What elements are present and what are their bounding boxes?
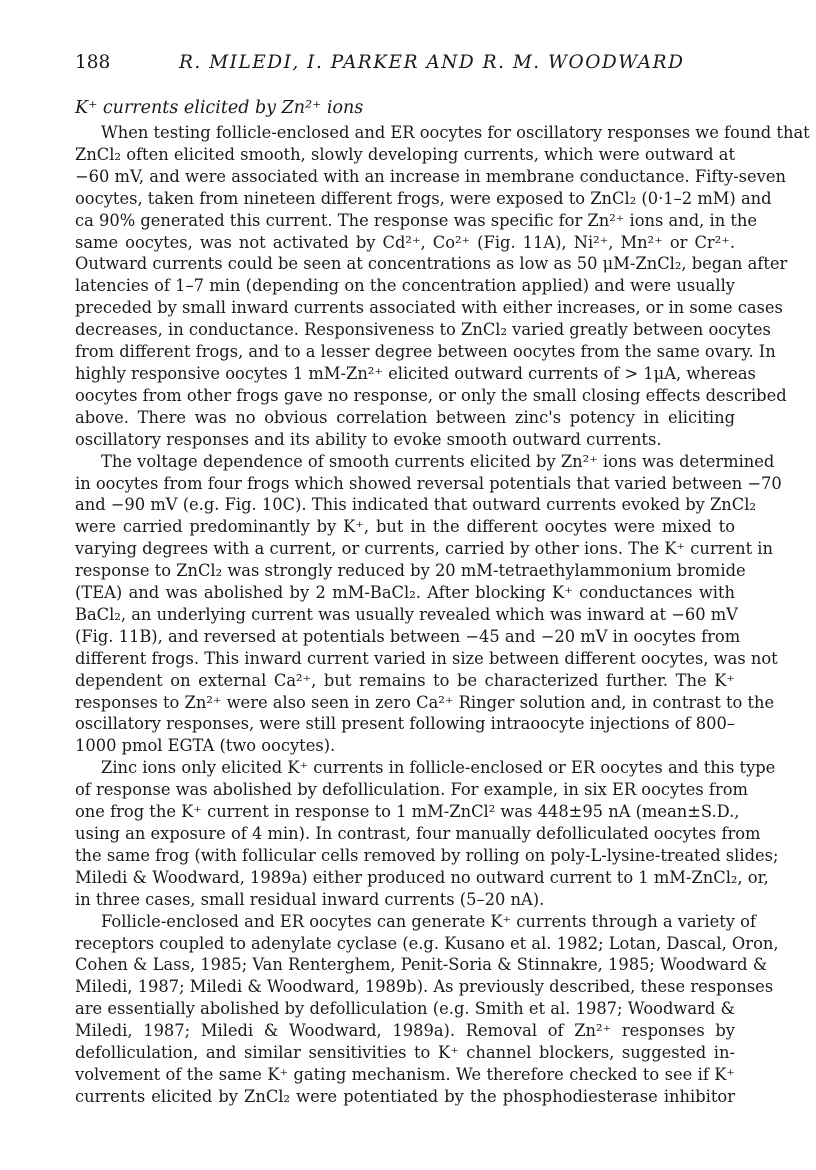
text-line: −60 mV, and were associated with an increase in membrane conductance. Fifty-seven — [75, 166, 786, 186]
text-line: When testing follicle-enclosed and ER oocytes for oscillatory responses we found that — [101, 123, 810, 142]
text-line: oocytes from other frogs gave no response, or only the small closing effects described — [75, 385, 787, 405]
text-line: one frog the K⁺ current in response to 1 mM-ZnCl² was 448±95 nA (mean±S.D., — [75, 802, 740, 822]
text-line: BaCl₂, an underlying current was usually revealed which was inward at −60 mV — [75, 604, 738, 624]
text-line: Follicle-enclosed and ER oocytes can generate K⁺ currents through a variety of — [101, 911, 757, 931]
section-title: K⁺ currents elicited by Zn²⁺ ions — [75, 98, 364, 118]
text-line: different frogs. This inward current varied in size between different oocytes, was not — [75, 648, 778, 668]
text-line: responses to Zn²⁺ were also seen in zero Ca²⁺ Ringer solution and, in contrast to the — [75, 692, 775, 712]
text-line: receptors coupled to adenylate cyclase (e.g. Kusano et al. 1982; Lotan, Dascal, Oron, — [75, 933, 779, 953]
text-line: 1000 pmol EGTA (two oocytes). — [75, 736, 336, 756]
text-line: preceded by small inward currents associated with either increases, or in some cases — [75, 298, 783, 318]
text-line: ca 90% generated this current. The response was specific for Zn²⁺ ions and, in the — [75, 210, 758, 230]
text-line: Miledi & Woodward, 1989a) either produced no outward current to 1 mM-ZnCl₂, or, — [75, 867, 769, 887]
text-line: oscillatory responses and its ability to evoke smooth outward currents. — [75, 429, 662, 449]
text-line: (TEA) and was abolished by 2 mM-BaCl₂. After blocking K⁺ conductances with — [75, 583, 735, 603]
text-line: The voltage dependence of smooth currents elicited by Zn²⁺ ions was determined — [101, 451, 775, 471]
text-line: volvement of the same K⁺ gating mechanism. We therefore checked to see if K⁺ — [75, 1064, 735, 1084]
page-header — [75, 52, 735, 82]
text-line: oscillatory responses, were still present following intraoocyte injections of 800– — [75, 714, 735, 734]
text-line: dependent on external Ca²⁺, but remains to be characterized further. The K⁺ — [75, 670, 735, 690]
text-line: highly responsive oocytes 1 mM-Zn²⁺ elicited outward currents of > 1μA, whereas — [75, 363, 756, 383]
running-head: R. MILEDI, I. PARKER AND R. M. WOODWARD — [179, 52, 685, 73]
text-line: using an exposure of 4 min). In contrast, four manually defolliculated oocytes from — [75, 824, 761, 843]
text-line: same oocytes, was not activated by Cd²⁺, Co²⁺ (Fig. 11A), Ni²⁺, Mn²⁺ or Cr²⁺. — [75, 232, 735, 252]
text-line: above. There was no obvious correlation between zinc's potency in eliciting — [75, 407, 735, 427]
text-line: Cohen & Lass, 1985; Van Renterghem, Penit-Soria & Stinnakre, 1985; Woodward & — [75, 955, 768, 975]
text-line: from different frogs, and to a lesser degree between oocytes from the same ovary. In — [75, 342, 776, 362]
text-line: Miledi, 1987; Miledi & Woodward, 1989a). Removal of Zn²⁺ responses by — [75, 1021, 735, 1041]
text-line: latencies of 1–7 min (depending on the concentration applied) and were usually — [75, 276, 735, 296]
text-line: ZnCl₂ often elicited smooth, slowly developing currents, which were outward at — [75, 144, 735, 164]
page-number: 188 — [75, 52, 111, 73]
text-line: Outward currents could be seen at concentrations as low as 50 μM-ZnCl₂, began after — [75, 254, 788, 274]
text-line: were carried predominantly by K⁺, but in the different oocytes were mixed to — [75, 517, 735, 537]
text-line: of response was abolished by defolliculation. For example, in six ER oocytes from — [75, 780, 748, 800]
text-line: decreases, in conductance. Responsiveness to ZnCl₂ varied greatly between oocytes — [75, 320, 771, 340]
text-line: Zinc ions only elicited K⁺ currents in follicle-enclosed or ER oocytes and this type — [101, 758, 776, 778]
text-line: and −90 mV (e.g. Fig. 10C). This indicated that outward currents evoked by ZnCl₂ — [75, 495, 756, 515]
text-line: varying degrees with a current, or currents, carried by other ions. The K⁺ current in — [75, 539, 773, 559]
text-line: (Fig. 11B), and reversed at potentials between −45 and −20 mV in oocytes from — [75, 626, 741, 646]
body-text — [75, 122, 810, 1108]
text-line: currents elicited by ZnCl₂ were potentiated by the phosphodiesterase inhibitor — [75, 1086, 735, 1106]
text-line: oocytes, taken from nineteen different frogs, were exposed to ZnCl₂ (0·1–2 mM) and — [75, 188, 772, 208]
text-line: defolliculation, and similar sensitivities to K⁺ channel blockers, suggested in- — [75, 1043, 735, 1063]
text-line: response to ZnCl₂ was strongly reduced by 20 mM-tetraethylammonium bromide — [75, 561, 746, 581]
text-line: in oocytes from four frogs which showed reversal potentials that varied between −70 — [75, 473, 782, 493]
text-line: the same frog (with follicular cells removed by rolling on poly-L-lysine-treated slides; — [75, 845, 779, 865]
text-line: are essentially abolished by defolliculation (e.g. Smith et al. 1987; Woodward & — [75, 999, 735, 1019]
text-line: Miledi, 1987; Miledi & Woodward, 1989b). As previously described, these responses — [75, 977, 774, 997]
text-line: in three cases, small residual inward currents (5–20 nA). — [75, 889, 545, 909]
